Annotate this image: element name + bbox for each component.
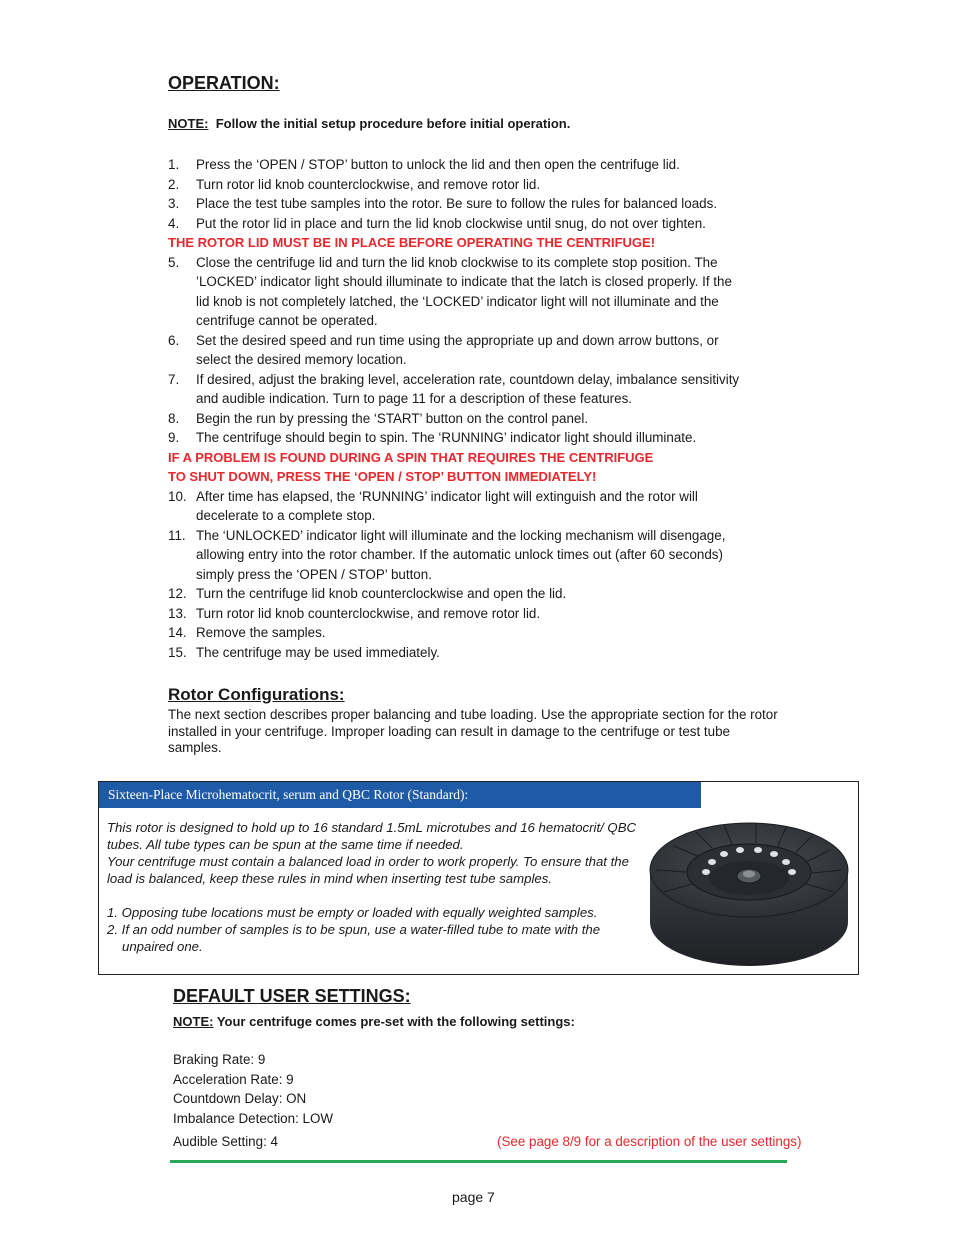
defaults-heading: DEFAULT USER SETTINGS: — [173, 986, 411, 1006]
rotor-image — [644, 810, 854, 972]
step-text: Close the centrifuge lid and turn the lid knob clockwise to its complete stop position. The ’LOCKED’ indicator light should illuminate to indicate that the latch is closed properly. If the lid knob is not completely latched, the ‘LOCKED’ indicator light will not illuminate and the centrifuge cannot be operated. — [196, 254, 732, 328]
step-number: 5. — [168, 254, 180, 270]
note-text: Follow the initial setup procedure before initial operation. — [215, 116, 571, 131]
step-text: Press the ‘OPEN / STOP’ button to unlock the lid and then open the centrifuge lid. — [196, 157, 680, 172]
rotor-box-rule1: 1. Opposing tube locations must be empty or loaded with equally weighted samples. — [107, 905, 598, 920]
step-item — [168, 370, 748, 409]
step-text: After time has elapsed, the ‘RUNNING’ indicator light will extinguish and the rotor will decelerate to a complete stop. — [196, 488, 698, 523]
operation-heading: OPERATION: — [168, 73, 280, 93]
defaults-note-text: Your centrifuge comes pre-set with the following settings: — [216, 1014, 575, 1029]
step-text: The ‘UNLOCKED’ indicator light will illuminate and the locking mechanism will disengage, allowing entry into the rotor chamber. If the automatic unlock times out (after 60 seconds) simply press the ‘OPEN / STOP’ button. — [196, 527, 726, 582]
step-number: 7. — [168, 371, 180, 387]
step-item — [168, 487, 748, 526]
warning-problem-line2: TO SHUT DOWN, PRESS THE ‘OPEN / STOP’ BUTTON IMMEDIATELY! — [168, 469, 597, 484]
rotor-box-header: Sixteen-Place Microhematocrit, serum and QBC Rotor (Standard): — [99, 782, 701, 808]
page-number: page 7 — [452, 1189, 495, 1205]
step-text: The centrifuge should begin to spin. The ‘RUNNING’ indicator light should illuminate. — [196, 430, 697, 445]
step-item — [168, 175, 748, 195]
step-item — [168, 409, 748, 429]
rotor-box — [98, 781, 859, 975]
warning-rotor-lid: THE ROTOR LID MUST BE IN PLACE BEFORE OPERATING THE CENTRIFUGE! — [168, 235, 656, 250]
step-number: 14. — [168, 625, 187, 640]
step-item — [168, 526, 748, 585]
setting-item: Imbalance Detection: LOW — [173, 1110, 334, 1126]
setting-audible: Audible Setting: 4 — [173, 1134, 278, 1149]
step-number: 15. — [168, 644, 187, 660]
step-item — [168, 623, 748, 643]
steps-group-b — [168, 253, 748, 448]
divider-line — [170, 1160, 787, 1163]
defaults-note — [173, 1014, 575, 1029]
step-number: 9. — [168, 430, 180, 445]
step-text: Turn the centrifuge lid knob counterclockwise and open the lid. — [196, 586, 567, 601]
step-number: 8. — [168, 410, 180, 426]
step-text: If desired, adjust the braking level, acceleration rate, countdown delay, imbalance sensitivity and audible indication. Turn to page 11 for a description of these features. — [196, 371, 740, 406]
defaults-note-label: NOTE: — [173, 1014, 214, 1029]
step-item — [168, 643, 748, 663]
steps-group-a — [168, 155, 748, 233]
step-item — [168, 155, 748, 175]
step-number: 10. — [168, 488, 187, 504]
settings-list — [173, 1050, 333, 1128]
step-number: 1. — [168, 157, 180, 172]
setting-item: Acceleration Rate: 9 — [173, 1071, 294, 1087]
step-number: 11. — [168, 527, 186, 543]
operation-note — [168, 116, 570, 131]
step-item — [168, 253, 748, 331]
steps-group-c — [168, 487, 748, 663]
step-text: Put the rotor lid in place and turn the lid knob clockwise until snug, do not over tighten. — [196, 215, 706, 231]
step-text: The centrifuge may be used immediately. — [196, 644, 440, 660]
step-number: 2. — [168, 176, 180, 192]
step-item — [168, 194, 748, 214]
rotor-box-para1: This rotor is designed to hold up to 16 standard 1.5mL microtubes and 16 hematocrit/ QBC tubes. All tube types can be spun at the same time if needed. — [107, 820, 637, 852]
step-text: Remove the samples. — [196, 625, 326, 640]
step-number: 12. — [168, 586, 187, 601]
step-text: Place the test tube samples into the rotor. Be sure to follow the rules for balanced loads. — [196, 196, 718, 211]
rotor-box-text — [107, 819, 642, 955]
rotor-box-para2: Your centrifuge must contain a balanced load in order to work properly. To ensure that the load is balanced, keep these rules in mind when inserting test tube samples. — [107, 854, 629, 886]
see-page-note: (See page 8/9 for a description of the user settings) — [497, 1134, 802, 1149]
step-number: 6. — [168, 332, 180, 348]
note-label: NOTE: — [168, 116, 209, 131]
step-text: Turn rotor lid knob counterclockwise, and remove rotor lid. — [196, 176, 541, 192]
step-text: Turn rotor lid knob counterclockwise, and remove rotor lid. — [196, 605, 541, 621]
step-item — [168, 214, 748, 234]
warning-problem-line1: IF A PROBLEM IS FOUND DURING A SPIN THAT REQUIRES THE CENTRIFUGE — [168, 449, 654, 465]
step-number: 13. — [168, 605, 187, 621]
step-item — [168, 331, 748, 370]
step-text: Begin the run by pressing the ‘START’ button on the control panel. — [196, 410, 589, 426]
rotor-box-rule2: 2. If an odd number of samples is to be spun, use a water-filled tube to mate with the unpaired one. — [107, 922, 601, 954]
rotor-config-heading: Rotor Configurations: — [168, 685, 345, 704]
step-item — [168, 604, 748, 624]
step-number: 3. — [168, 196, 180, 211]
setting-item: Braking Rate: 9 — [173, 1052, 266, 1067]
step-number: 4. — [168, 215, 180, 231]
operation-steps — [168, 155, 748, 662]
step-text: Set the desired speed and run time using the appropriate up and down arrow buttons, or select the desired memory location. — [196, 332, 719, 367]
rotor-config-body: The next section describes proper balancing and tube loading. Use the appropriate section for the rotor installed in your centrifuge. Improper loading can result in damage to the centrifuge or test tube samples. — [168, 707, 778, 755]
setting-item: Countdown Delay: ON — [173, 1091, 307, 1106]
step-item — [168, 428, 748, 448]
step-item — [168, 584, 748, 604]
